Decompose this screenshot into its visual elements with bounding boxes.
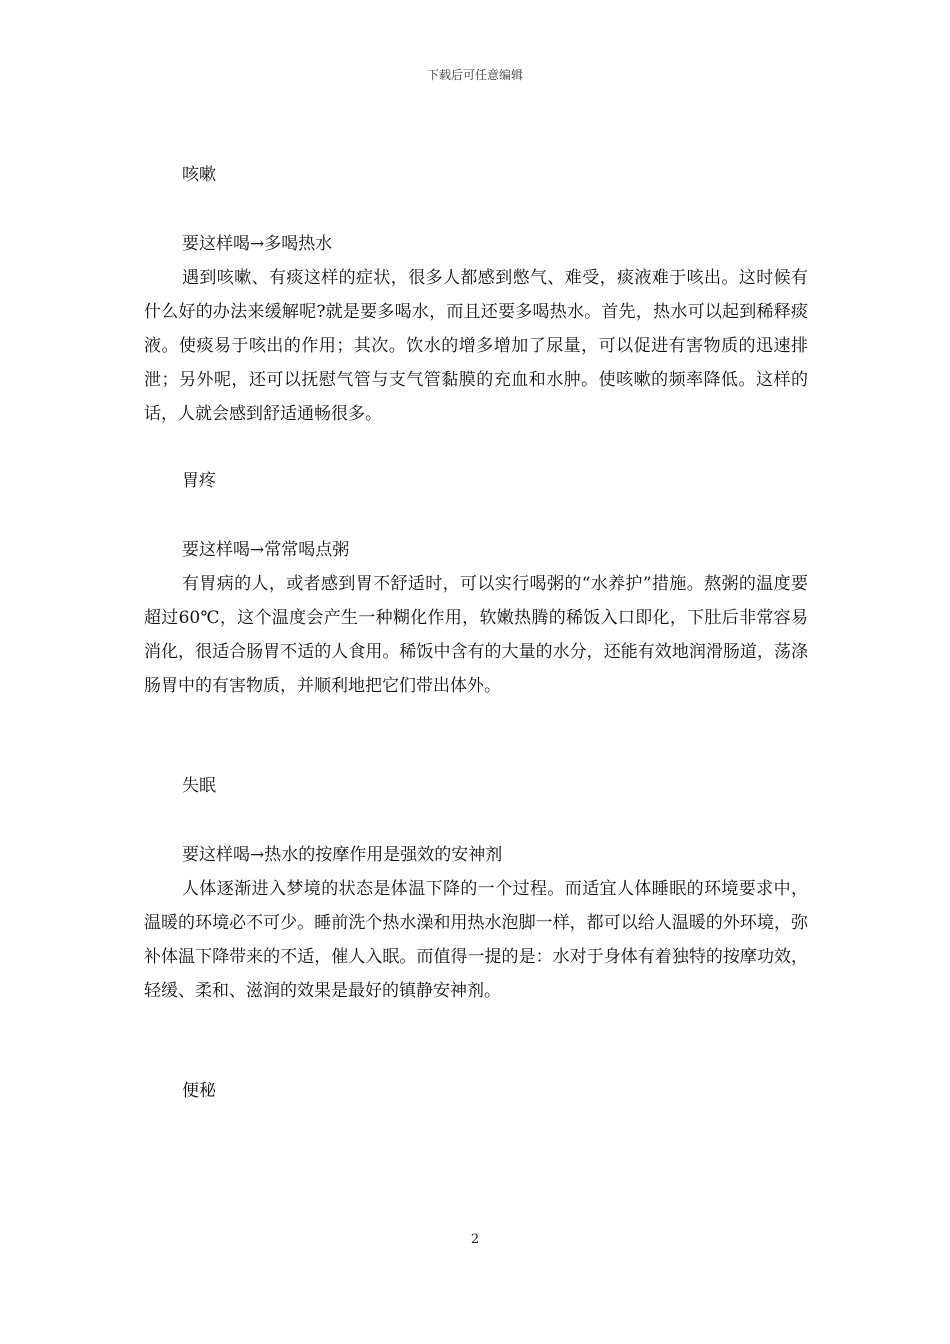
section-title-cough: 咳嗽 [182,165,216,185]
section-title-insomnia: 失眠 [182,776,216,796]
page-number: 2 [470,1232,480,1247]
section-body-cough: 遇到咳嗽、有痰这样的症状，很多人都感到憋气、难受，痰液难于咳出。这时候有什么好的办法来缓解呢?就是要多喝水，而且还要多喝热水。首先，热水可以起到稀释痰液。使痰易于咳出的作用；其次。饮水的增多增加了尿量，可以促进有害物质的迅速排泄；另外呢，还可以抚慰气管与支气管黏膜的充血和水肿。使咳嗽的频率降低。这样的话，人就会感到舒适通畅很多。 [144,268,808,424]
document-body [144,158,808,1108]
page-header: 下载后可任意编辑 [426,68,523,82]
section-subtitle-cough: 要这样喝→多喝热水 [182,234,333,254]
section-title-constipation: 便秘 [182,1081,216,1101]
section-body-stomach: 有胃病的人，或者感到胃不舒适时，可以实行喝粥的“水养护”措施。熬粥的温度要超过60℃，这个温度会产生一种糊化作用，软嫩热腾的稀饭入口即化，下肚后非常容易消化，很适合肠胃不适的人食用。稀饭中含有的大量的水分，还能有效地润滑肠道，荡涤肠胃中的有害物质，并顺利地把它们带出体外。 [144,574,808,696]
section-body-insomnia: 人体逐渐进入梦境的状态是体温下降的一个过程。而适宜人体睡眠的环境要求中，温暖的环境必不可少。睡前洗个热水澡和用热水泡脚一样，都可以给人温暖的外环境，弥补体温下降带来的不适，催人入眠。而值得一提的是：水对于身体有着独特的按摩功效，轻缓、柔和、滋润的效果是最好的镇静安神剂。 [144,879,808,1001]
section-subtitle-stomach: 要这样喝→常常喝点粥 [182,540,350,560]
section-title-stomach: 胃疼 [182,471,216,491]
section-subtitle-insomnia: 要这样喝→热水的按摩作用是强效的安神剂 [182,845,503,865]
